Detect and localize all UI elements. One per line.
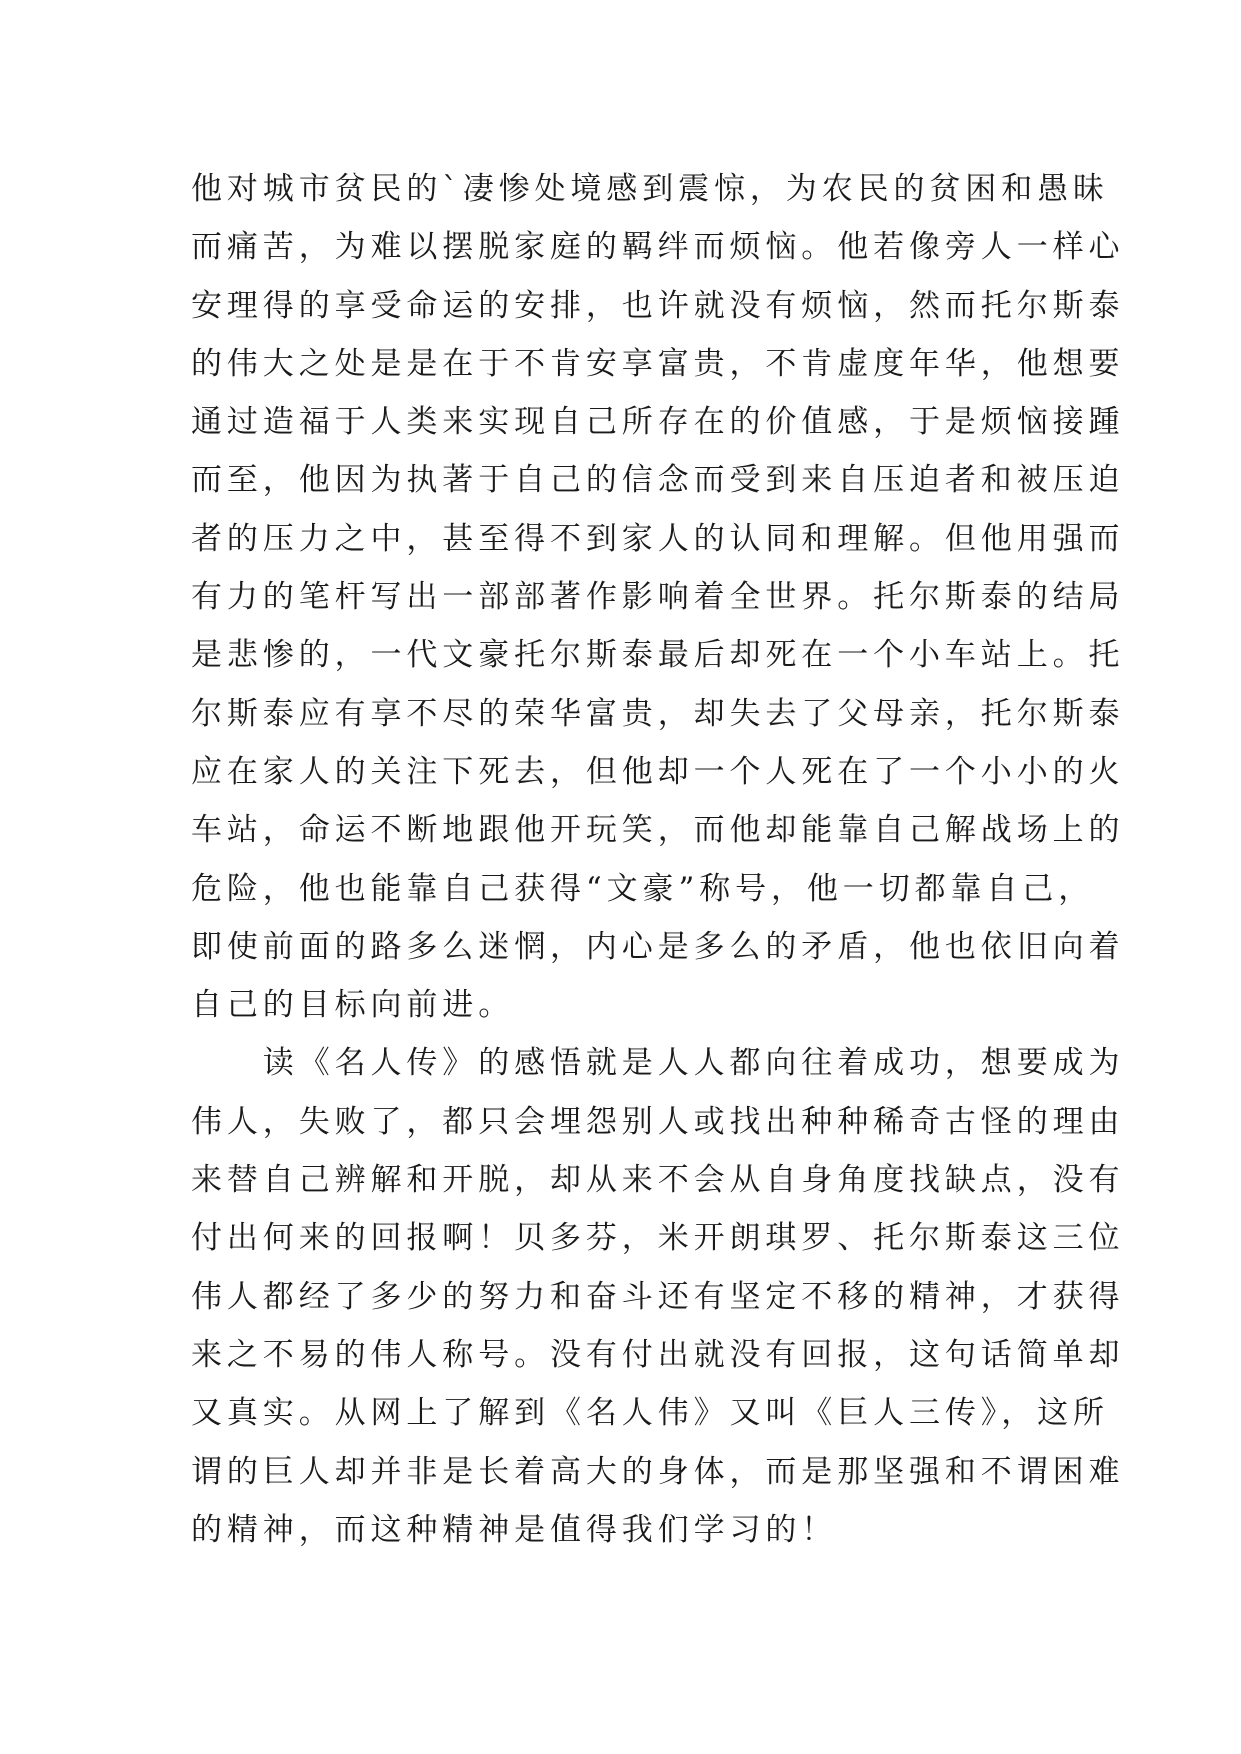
text-line: 而至，他因为执著于自己的信念而受到来自压迫者和被压迫 xyxy=(191,462,1125,499)
text-line: 他对城市贫民的`凄惨处境感到震惊，为农民的贫困和愚昧 xyxy=(191,171,1109,207)
text-line: 安理得的享受命运的安排，也许就没有烦恼，然而托尔斯泰 xyxy=(191,287,1125,324)
text-line: 伟人都经了多少的努力和奋斗还有坚定不移的精神，才获得 xyxy=(191,1278,1125,1315)
text-line: 谓的巨人却并非是长着高大的身体，而是那坚强和不谓困难 xyxy=(191,1453,1125,1490)
text-line: 者的压力之中，甚至得不到家人的认同和理解。但他用强而 xyxy=(191,520,1125,557)
text-line: 来之不易的伟人称号。没有付出就没有回报，这句话简单却 xyxy=(191,1336,1125,1373)
text-line: 危险，他也能靠自己获得“文豪”称号，他一切都靠自己， xyxy=(191,870,1095,907)
text-line: 车站，命运不断地跟他开玩笑，而他却能靠自己解战场上的 xyxy=(191,812,1125,849)
text-line: 通过造福于人类来实现自己所存在的价值感，于是烦恼接踵 xyxy=(191,404,1125,441)
text-line: 自己的目标向前进。 xyxy=(191,987,515,1024)
text-line: 的伟大之处是是在于不肯安享富贵，不肯虚度年华，他想要 xyxy=(191,345,1125,382)
text-line: 读《名人传》的感悟就是人人都向往着成功，想要成为 xyxy=(191,1045,1125,1082)
text-line: 是悲惨的，一代文豪托尔斯泰最后却死在一个小车站上。托 xyxy=(191,637,1125,674)
text-line: 有力的笔杆写出一部部著作影响着全世界。托尔斯泰的结局 xyxy=(191,579,1125,616)
text-line: 又真实。从网上了解到《名人伟》又叫《巨人三传》，这所 xyxy=(191,1395,1109,1432)
text-line: 应在家人的关注下死去，但他却一个人死在了一个小小的火 xyxy=(191,753,1125,790)
text-line: 来替自己辨解和开脱，却从来不会从自身角度找缺点，没有 xyxy=(191,1162,1125,1199)
text-line: 而痛苦，为难以摆脱家庭的羁绊而烦恼。他若像旁人一样心 xyxy=(191,229,1125,266)
body-text xyxy=(191,160,1125,1559)
text-line: 的精神，而这种精神是值得我们学习的！ xyxy=(191,1511,838,1548)
text-line: 付出何来的回报啊！贝多芬，米开朗琪罗、托尔斯泰这三位 xyxy=(191,1220,1125,1257)
text-line: 即使前面的路多么迷惘，内心是多么的矛盾，他也依旧向着 xyxy=(191,928,1125,965)
text-line: 尔斯泰应有享不尽的荣华富贵，却失去了父母亲，托尔斯泰 xyxy=(191,695,1125,732)
text-line: 伟人，失败了，都只会埋怨别人或找出种种稀奇古怪的理由 xyxy=(191,1103,1125,1140)
